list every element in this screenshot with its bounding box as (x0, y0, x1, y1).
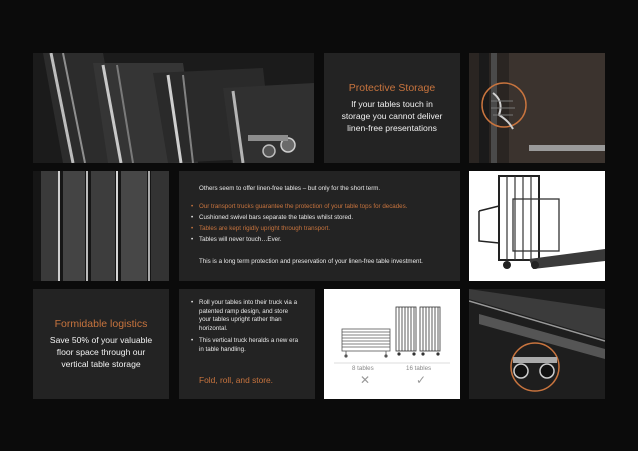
closing-text: This is a long term protection and preservation of your linen-free table investment. (199, 258, 423, 265)
list-item: • Roll your tables into their truck via a patented ramp design, and store your tables upright rather than horizontal. (191, 299, 301, 333)
cross-icon: ✕ (360, 373, 371, 387)
roll-feature-list (191, 299, 301, 354)
list-item: • Our transport trucks guarantee the protection of your table tops for decades. (191, 201, 453, 212)
protective-storage-title: Protective Storage (348, 82, 436, 94)
folded-tables-photo (33, 53, 314, 163)
storage-comparison-panel (324, 289, 460, 399)
truck-detail-illustration (469, 53, 605, 163)
roll-store-panel (179, 289, 315, 399)
list-item: • This vertical truck heralds a new era in table handling. (191, 337, 301, 354)
check-icon: ✓ (416, 373, 427, 387)
upright-tables-illustration (33, 171, 169, 281)
folded-tables-illustration (33, 53, 314, 163)
storage-comparison-illustration (324, 289, 460, 399)
truck-ramp-illustration (469, 171, 605, 281)
truck-detail-photo (469, 53, 605, 163)
list-item: • Tables will never touch…Ever. (191, 234, 453, 245)
list-item: • Cushioned swivel bars separate the tables whilst stored. (191, 212, 453, 223)
vertical-count-label: 16 tables (406, 365, 432, 372)
intro-text: Others seem to offer linen-free tables – but only for the short term. (199, 185, 381, 192)
logistics-title: Formidable logistics (54, 318, 148, 330)
protective-storage-body: If your tables touch in storage you cannot deliver linen-free presentations (341, 99, 443, 133)
horizontal-count-label: 8 tables (352, 365, 374, 372)
truck-ramp-photo (469, 171, 605, 281)
linen-free-info-panel (179, 171, 460, 281)
protective-storage-panel (324, 53, 460, 163)
formidable-logistics-panel (33, 289, 169, 399)
upright-tables-photo (33, 171, 169, 281)
list-item: • Tables are kept rigidly upright through transport. (191, 223, 453, 234)
wheel-detail-photo (469, 289, 605, 399)
tagline: Fold, roll, and store. (199, 375, 274, 385)
logistics-body: Save 50% of your valuable floor space through our vertical table storage (49, 335, 153, 369)
wheel-detail-illustration (469, 289, 605, 399)
feature-list (191, 201, 453, 245)
